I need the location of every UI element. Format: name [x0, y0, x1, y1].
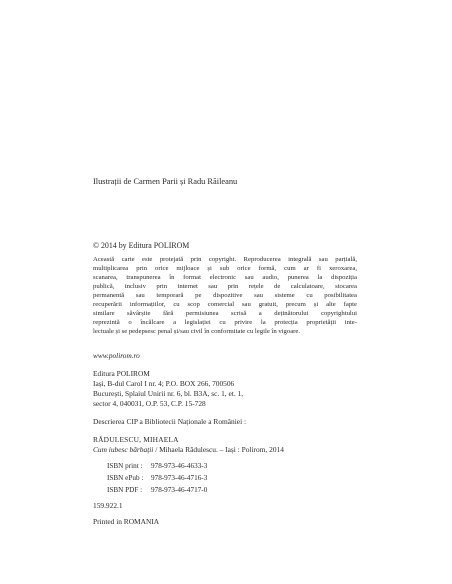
isbn-list: [107, 460, 371, 496]
cip-record: [93, 435, 357, 455]
cip-book-title: Cum iubesc bărbații: [93, 445, 154, 454]
isbn-label: ISBN print :: [107, 462, 143, 470]
legal-line: publică, inclusiv prin internet sau prin rețele de calculatoare, stocarea: [93, 283, 357, 291]
isbn-row: [107, 484, 371, 496]
legal-line: scanarea, transpunerea în format electronic sau audio, punerea la dispoziția: [93, 274, 357, 282]
cip-details: / Mihaela Rădulescu. – Iași : Polirom, 2014: [153, 445, 284, 454]
copyright-notice: © 2014 by Editura POLIROM: [93, 241, 190, 250]
legal-line: similare săvârșite fără permisiunea scrisă a deținătorului copyrightului: [93, 310, 357, 318]
isbn-label: ISBN ePub :: [107, 474, 144, 482]
isbn-value: 978-973-46-4716-3: [151, 474, 208, 482]
cip-heading: Descrierea CIP a Bibliotecii Naționale a României :: [93, 417, 247, 426]
publisher-name: Editura POLIROM: [93, 369, 150, 378]
legal-line: Această carte este protejată prin copyright. Reproducerea integrală sau parțială,: [93, 256, 357, 263]
isbn-value: 978-973-46-4717-0: [151, 486, 208, 494]
legal-line: recuperării informațiilor, cu scop comercial sau gratuit, precum și alte fapte: [93, 301, 357, 309]
isbn-label: ISBN PDF :: [107, 486, 143, 494]
legal-line: reprezintă o încălcare a legislației cu privire la protecția proprietății inte-: [93, 319, 357, 327]
publisher-address: sector 4, 040031, O.P. 53, C.P. 15-728: [93, 399, 206, 408]
classification-code: 159.922.1: [93, 501, 123, 510]
website-link: www.polirom.ro: [93, 351, 140, 360]
publisher-info: [93, 369, 357, 409]
legal-line: lectuale și se pedepsesc penal și/sau civil în conformitate cu legile în vigoare.: [93, 328, 301, 336]
illustrations-credit: Ilustrații de Carmen Parii și Radu Răileanu: [93, 177, 238, 186]
isbn-row: [107, 460, 371, 472]
legal-line: multiplicarea prin orice mijloace și sub orice formă, cum ar fi xeroxarea,: [93, 265, 357, 273]
cip-title-line: [93, 445, 357, 455]
isbn-row: [107, 472, 371, 484]
legal-line: permanentă sau temporară pe dispozitive sau sisteme cu posibilitatea: [93, 292, 357, 300]
cip-author: RĂDULESCU, MIHAELA: [93, 435, 179, 444]
legal-notice: [93, 255, 357, 336]
publisher-address: București, Splaiul Unirii nr. 6, bl. B3A, sc. 1, et. 1,: [93, 389, 244, 398]
printed-in: Printed in ROMANIA: [93, 517, 160, 526]
publisher-address: Iași, B-dul Carol I nr. 4; P.O. BOX 266, 700506: [93, 379, 235, 388]
isbn-value: 978-973-46-4633-3: [151, 462, 208, 470]
